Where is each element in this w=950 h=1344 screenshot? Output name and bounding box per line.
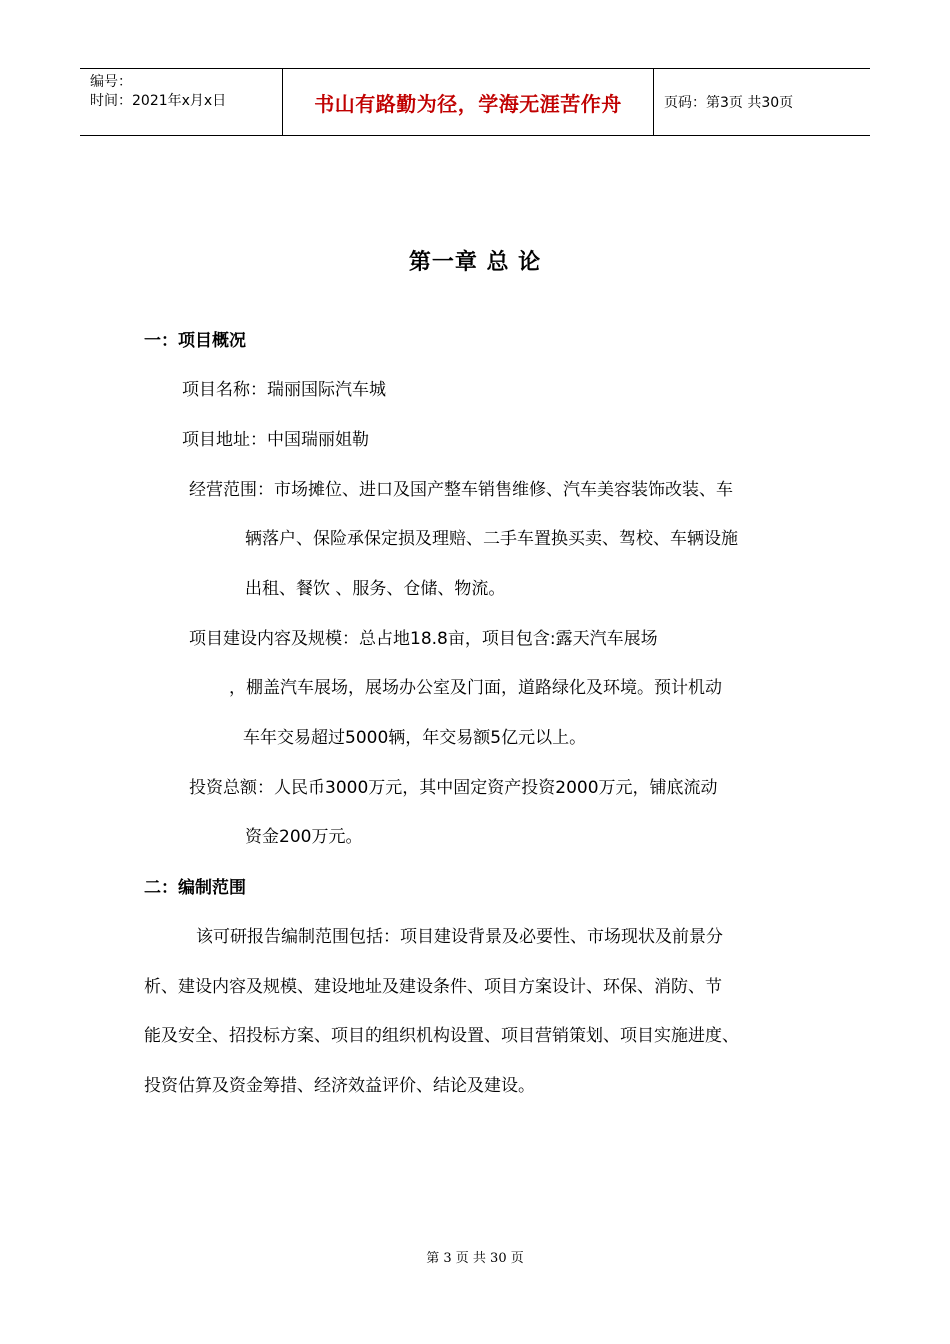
business-scope-line-3: 出租、餐饮 、服务、仓储、物流。	[245, 579, 506, 599]
scope-paragraph-line-2: 析、建设内容及规模、建设地址及建设条件、项目方案设计、环保、消防、节	[144, 977, 722, 997]
construction-scale-line-2: ，棚盖汽车展场，展场办公室及门面，道路绿化及环境。预计机动	[229, 678, 722, 698]
scope-paragraph-line-3: 能及安全、招投标方案、项目的组织机构设置、项目营销策划、项目实施进度、	[144, 1026, 739, 1046]
project-address-line: 项目地址：中国瑞丽姐勒	[182, 430, 369, 450]
section-heading-overview: 一：项目概况	[144, 331, 246, 351]
scope-paragraph-line-1: 该可研报告编制范围包括：项目建设背景及必要性、市场现状及前景分	[196, 927, 723, 947]
scope-paragraph-line-4: 投资估算及资金筹措、经济效益评价、结论及建设。	[144, 1076, 535, 1096]
section-heading-scope: 二：编制范围	[144, 878, 246, 898]
page-footer: 第 3 页 共 30 页	[426, 1251, 524, 1266]
project-name-line: 项目名称：瑞丽国际汽车城	[182, 380, 386, 400]
chapter-title: 第一章 总 论	[408, 250, 542, 275]
header-meta-cell	[80, 69, 282, 135]
header-time-label: 时间：2021年x月x日	[90, 93, 227, 109]
construction-scale-line-3: 车年交易超过5000辆，年交易额5亿元以上。	[243, 728, 587, 748]
business-scope-line-2: 辆落户、保险承保定损及理赔、二手车置换买卖、驾校、车辆设施	[245, 529, 738, 549]
header-page-info: 页码：第3页 共30页	[664, 95, 794, 111]
business-scope-line-1: 经营范围：市场摊位、进口及国产整车销售维修、汽车美容装饰改装、车	[189, 480, 733, 500]
document-header	[80, 68, 870, 136]
investment-line-2: 资金200万元。	[245, 827, 363, 847]
construction-scale-line-1: 项目建设内容及规模：总占地18.8亩，项目包含:露天汽车展场	[189, 629, 658, 649]
header-motto: 书山有路勤为径，学海无涯苦作舟	[282, 69, 654, 135]
investment-line-1: 投资总额：人民币3000万元，其中固定资产投资2000万元，铺底流动	[189, 778, 718, 798]
header-number-label: 编号：	[90, 74, 132, 90]
